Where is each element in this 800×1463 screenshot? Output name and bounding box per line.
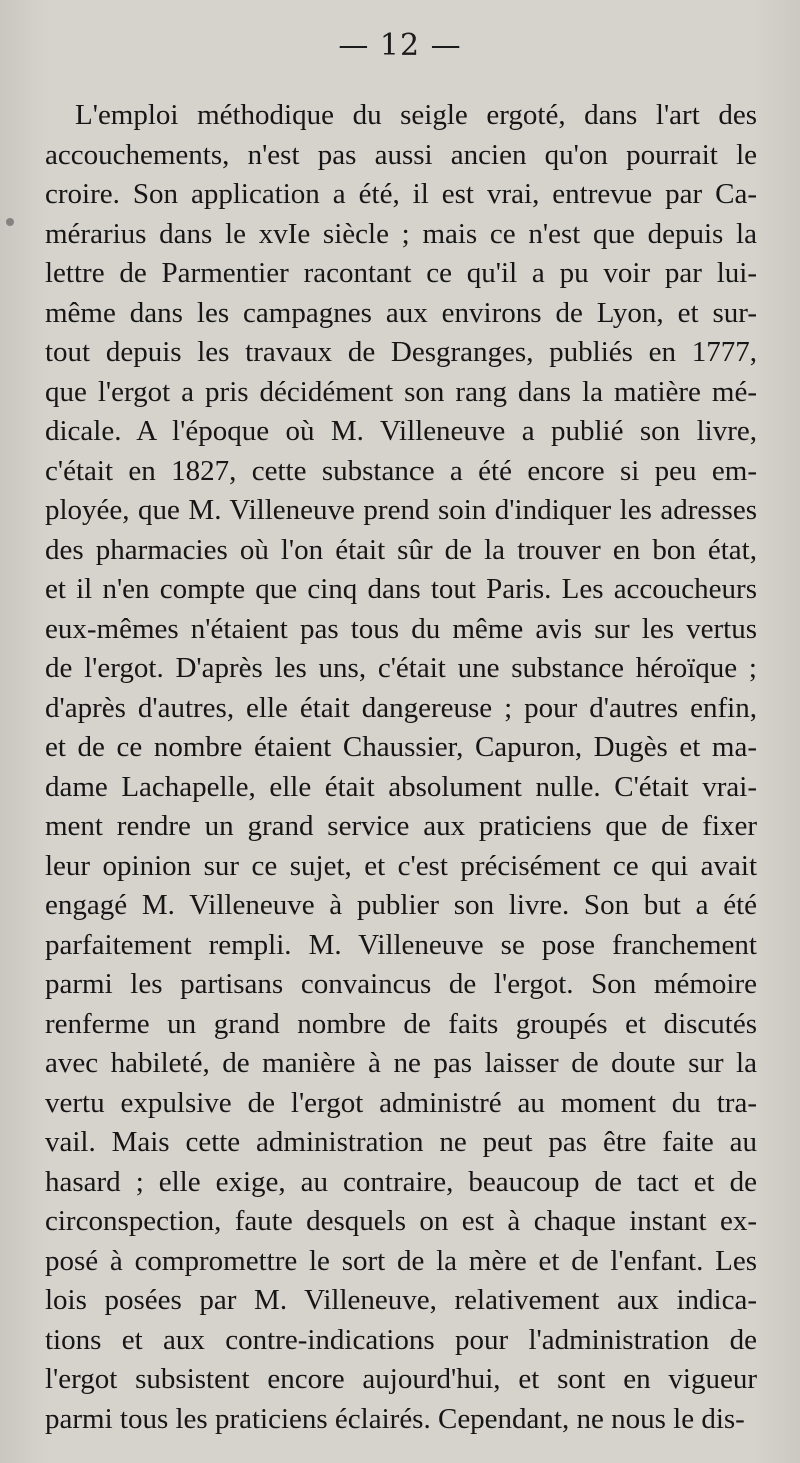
body-text bbox=[45, 96, 757, 1439]
text-line: tions et aux contre-indications pour l'administration de bbox=[45, 1323, 757, 1356]
text-line: L'emploi méthodique du seigle ergoté, dans l'art des bbox=[75, 99, 757, 131]
text-line: c'était en 1827, cette substance a été encore si peu em- bbox=[45, 454, 757, 487]
text-line: croire. Son application a été, il est vrai, entrevue par Ca- bbox=[45, 178, 757, 210]
text-line: posé à compromettre le sort de la mère et de l'enfant. Les bbox=[45, 1244, 757, 1277]
text-line: dame Lachapelle, elle était absolument nulle. C'était vrai- bbox=[45, 770, 757, 803]
text-line: vail. Mais cette administration ne peut pas être faite au bbox=[45, 1126, 757, 1158]
text-line: et de ce nombre étaient Chaussier, Capuron, Dugès et ma- bbox=[45, 731, 757, 763]
text-line: ployée, que M. Villeneuve prend soin d'indiquer les adresses bbox=[45, 494, 757, 526]
text-line: vertu expulsive de l'ergot administré au moment du tra- bbox=[45, 1086, 757, 1119]
text-line: que l'ergot a pris décidément son rang dans la matière mé- bbox=[45, 375, 757, 408]
text-line: renferme un grand nombre de faits groupés et discutés bbox=[45, 1007, 757, 1040]
text-line: lois posées par M. Villeneuve, relativement aux indica- bbox=[45, 1284, 757, 1316]
text-line: tout depuis les travaux de Desgranges, publiés en 1777, bbox=[45, 336, 757, 368]
text-line: dicale. A l'époque où M. Villeneuve a publié son livre, bbox=[45, 415, 757, 447]
text-line: avec habileté, de manière à ne pas laisser de doute sur la bbox=[45, 1047, 757, 1079]
text-line: hasard ; elle exige, au contraire, beaucoup de tact et de bbox=[45, 1165, 757, 1198]
text-line: engagé M. Villeneuve à publier son livre. Son but a été bbox=[45, 889, 757, 921]
text-line: l'ergot subsistent encore aujourd'hui, et sont en vigueur bbox=[45, 1363, 757, 1395]
text-line: même dans les campagnes aux environs de Lyon, et sur- bbox=[45, 296, 757, 329]
text-line: de l'ergot. D'après les uns, c'était une substance héroïque ; bbox=[45, 652, 757, 684]
text-line: mérarius dans le xvIe siècle ; mais ce n'est que depuis la bbox=[45, 217, 757, 250]
text-line: leur opinion sur ce sujet, et c'est précisément ce qui avait bbox=[45, 849, 757, 882]
text-line: circonspection, faute desquels on est à chaque instant ex- bbox=[45, 1205, 757, 1237]
text-line: parmi les partisans convaincus de l'ergot. Son mémoire bbox=[45, 968, 757, 1000]
text-line: ment rendre un grand service aux praticiens que de fixer bbox=[45, 810, 757, 842]
text-line: eux-mêmes n'étaient pas tous du même avis sur les vertus bbox=[45, 612, 757, 645]
text-line: parmi tous les praticiens éclairés. Cependant, ne nous le dis- bbox=[45, 1402, 745, 1435]
ink-speck bbox=[6, 218, 14, 226]
text-line: accouchements, n'est pas aussi ancien qu'on pourrait le bbox=[45, 138, 757, 171]
page-number: — 12 — bbox=[338, 28, 462, 63]
text-line: parfaitement rempli. M. Villeneuve se pose franchement bbox=[45, 928, 757, 961]
text-line: d'après d'autres, elle était dangereuse ; pour d'autres enfin, bbox=[45, 691, 757, 724]
text-line: lettre de Parmentier racontant ce qu'il a pu voir par lui- bbox=[45, 257, 757, 289]
text-line: et il n'en compte que cinq dans tout Paris. Les accoucheurs bbox=[45, 573, 757, 605]
text-line: des pharmacies où l'on était sûr de la trouver en bon état, bbox=[45, 533, 757, 566]
